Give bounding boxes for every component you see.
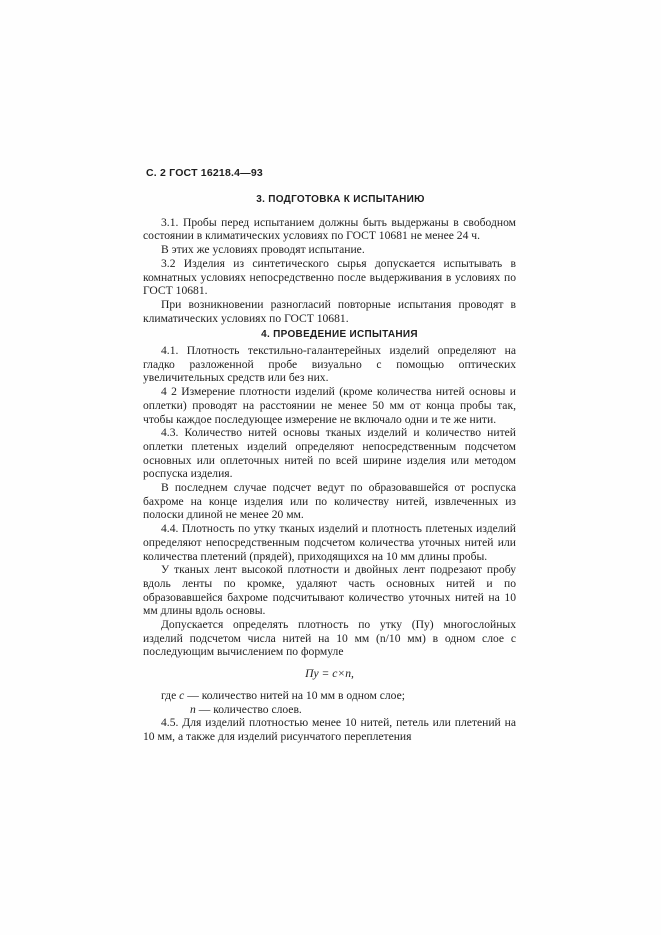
legend-row xyxy=(143,703,516,717)
paragraph-4-4: 4.4. Плотность по утку тканых изделий и плотность плетеных изделий определяют непосредственным подсчетом количества уточных нитей или количества плетений (прядей), приходящихся на 10 мм длины пробы. xyxy=(143,522,516,563)
formula-legend xyxy=(143,689,516,716)
paragraph-4-4-cont: У тканых лент высокой плотности и двойных лент подрезают пробу вдоль ленты по кромке, удаляют часть основных нитей и по образовавшейся бахроме подсчитывают количество уточных нитей на 10 мм длины вдоль основы. xyxy=(143,563,516,618)
paragraph-3-2: 3.2 Изделия из синтетического сырья допускается испытывать в комнатных условиях непосредственно после выдерживания в условиях по ГОСТ 10681. xyxy=(143,256,516,298)
legend-row xyxy=(143,689,516,703)
paragraph-4-4-formula-intro: Допускается определять плотность по утку (Пу) многослойных изделий подсчетом числа нитей на 10 мм (n/10 мм) в одном слое с последующим вычислением по формуле xyxy=(143,618,516,659)
legend-prefix: где xyxy=(161,688,177,702)
legend-symbol: c xyxy=(179,688,185,702)
legend-symbol: n xyxy=(190,702,196,716)
paragraph-3-1-cont: В этих же условиях проводят испытание. xyxy=(161,243,365,257)
document-body xyxy=(143,190,516,744)
paragraph-4-3: 4.3. Количество нитей основы тканых изделий и количество нитей оплетки плетеных изделий определяют непосредственным подсчетом основных или оплеточных нитей по всей ширине изделия или методом роспуска изделия. xyxy=(143,426,516,481)
paragraph-3-2-cont: При возникновении разногласий повторные испытания проводят в климатических условиях по ГОСТ 10681. xyxy=(143,297,516,325)
formula: Пу = c×n, xyxy=(305,667,354,681)
paragraph-4-3-cont: В последнем случае подсчет ведут по образовавшейся от роспуска бахроме на конце изделия или по количеству нитей, извлеченных из полоски длиной не менее 20 мм. xyxy=(143,481,516,522)
page-header: С. 2 ГОСТ 16218.4—93 xyxy=(146,167,263,179)
paragraph-4-5: 4.5. Для изделий плотностью менее 10 нитей, петель или плетений на 10 мм, а также для изделий рисунчатого переплетения xyxy=(143,716,516,743)
paragraph-3-1: 3.1. Пробы перед испытанием должны быть выдержаны в свободном состоянии в климатических условиях по ГОСТ 10681 не менее 24 ч. xyxy=(143,215,516,243)
legend-text: — количество нитей на 10 мм в одном слое; xyxy=(187,688,405,702)
section-3-title: 3. ПОДГОТОВКА К ИСПЫТАНИЮ xyxy=(256,194,425,205)
paragraph-4-2: 4 2 Измерение плотности изделий (кроме количества нитей основы и оплетки) проводят на расстоянии не менее 50 мм от конца пробы так, чтобы каждое последующее измерение не включало одни и те же нити. xyxy=(143,385,516,426)
legend-text: — количество слоев. xyxy=(198,702,302,716)
section-4-title: 4. ПРОВЕДЕНИЕ ИСПЫТАНИЯ xyxy=(261,329,418,341)
paragraph-4-1: 4.1. Плотность текстильно-галантерейных изделий определяют на гладко разложенной пробе визуально с помощью оптических увеличительных средств или без них. xyxy=(143,344,516,385)
